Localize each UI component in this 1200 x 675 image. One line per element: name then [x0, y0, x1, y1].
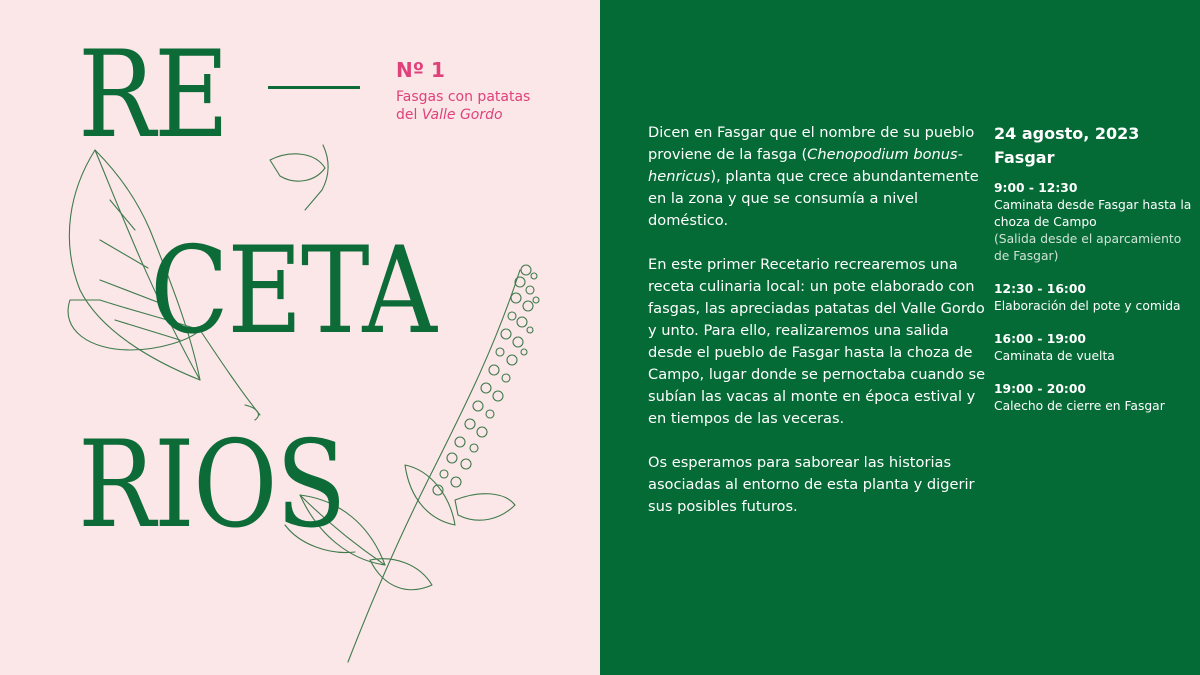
schedule-time: 19:00 - 20:00: [994, 382, 1086, 396]
recipe-number: Nº 1: [396, 58, 445, 82]
title-line-rios: RIOS: [78, 416, 345, 555]
flower-spike: [433, 265, 539, 495]
title-line-ceta: CETA: [150, 222, 436, 361]
event-location: Fasgar: [994, 148, 1055, 167]
title-dash: [268, 86, 360, 89]
schedule-item: [994, 180, 1194, 265]
description-paragraph-2: En este primer Recetario recrearemos una receta culinaria local: un pote elaborado con fasgas, las apreciadas patatas del Valle Gordo y unto. Para ello, realizaremos una salida desde el pueblo de Fasgar hasta la choza de Campo, lugar donde se pernoctaba cuando se subían las vacas al monte en época estival y en tiempos de las veceras.: [648, 256, 986, 427]
info-panel: [600, 0, 1200, 675]
description-paragraph-1: Dicen en Fasgar que el nombre de su pueblo proviene de la fasga (Chenopodium bonus-henricus), planta que crece abundantemente en la zona y que se consumía a nivel doméstico.: [648, 124, 979, 229]
schedule-list: [994, 180, 1194, 415]
schedule: [994, 122, 1194, 431]
schedule-note: (Salida desde el aparcamiento de Fasgar): [994, 232, 1182, 263]
schedule-activity: Elaboración del pote y comida: [994, 299, 1181, 313]
recipe-place-prefix: del: [396, 107, 418, 123]
event-date: 24 agosto, 2023: [994, 124, 1140, 143]
species-name: Chenopodium bonus-henricus: [648, 146, 963, 185]
recipe-place: Valle Gordo: [421, 107, 503, 123]
description-paragraph-3: Os esperamos para saborear las historias asociadas al entorno de esta planta y digerir sus posibles futuros.: [648, 454, 975, 515]
schedule-activity: Calecho de cierre en Fasgar: [994, 399, 1165, 413]
schedule-item: [994, 331, 1194, 365]
leaf-small: [270, 154, 325, 181]
schedule-item: [994, 281, 1194, 315]
schedule-activity: Caminata desde Fasgar hasta la choza de Campo: [994, 198, 1192, 229]
title-line-re: RE: [78, 26, 228, 165]
recipe-subtitle: [396, 88, 530, 124]
schedule-activity: Caminata de vuelta: [994, 349, 1115, 363]
description: [648, 122, 988, 540]
recipe-name: Fasgas con patatas: [396, 89, 531, 105]
schedule-time: 12:30 - 16:00: [994, 282, 1086, 296]
schedule-item: [994, 381, 1194, 415]
schedule-time: 16:00 - 19:00: [994, 332, 1086, 346]
schedule-time: 9:00 - 12:30: [994, 181, 1078, 195]
